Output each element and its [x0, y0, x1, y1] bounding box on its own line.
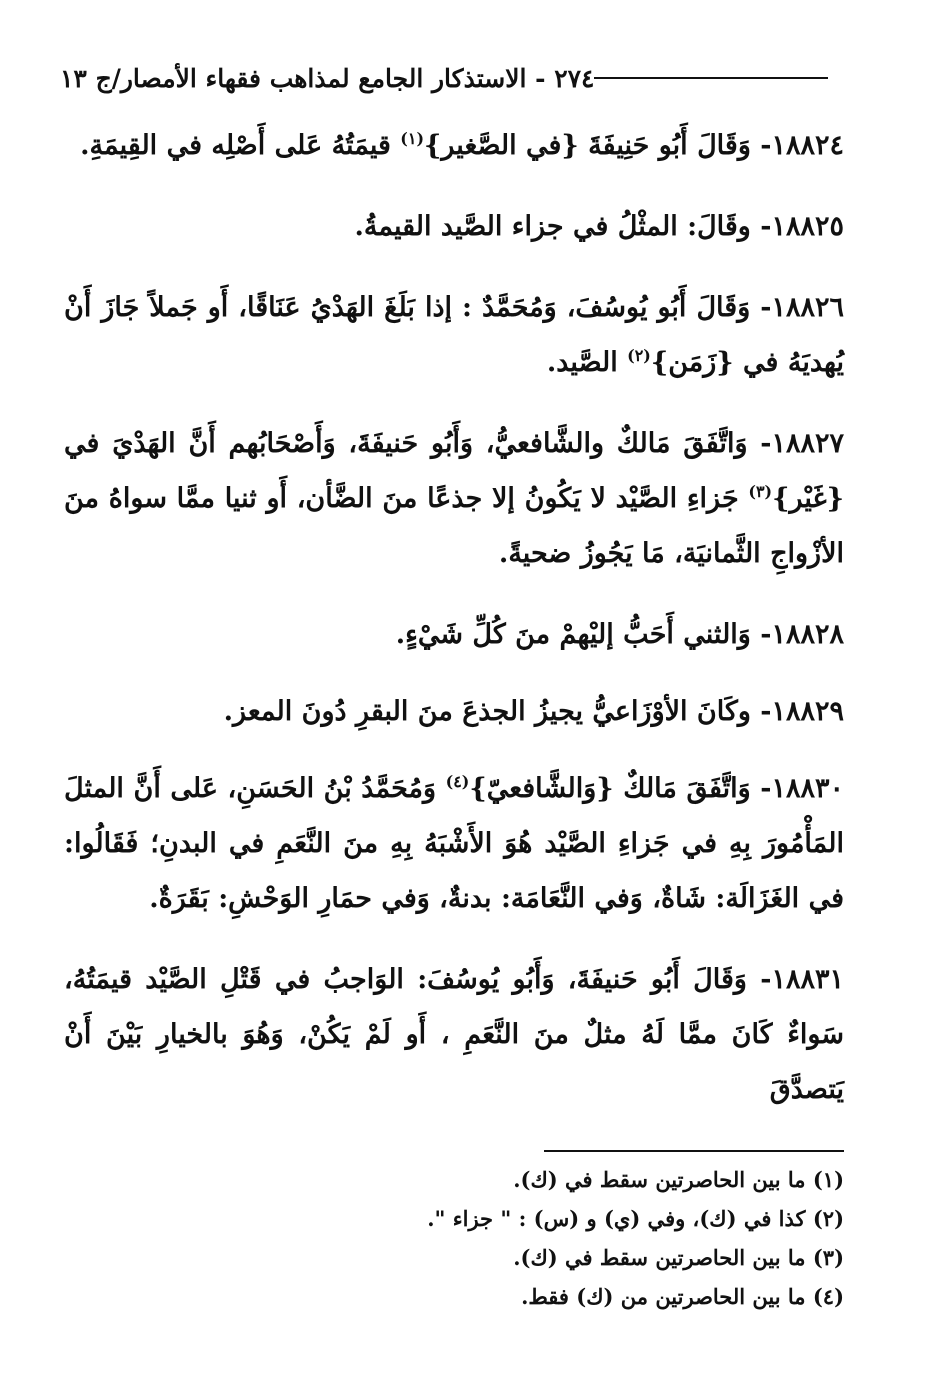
- main-text: [64, 118, 844, 1143]
- paragraph-18831: [64, 952, 844, 1117]
- paragraph-text: وَمُحَمَّدُ بْنُ الحَسَنِ، عَلى أَنَّ المثلَ المَأْمُورَ بِهِ في جَزاءِ الصَّيْد هُوَ الأَشْبَهُ بِهِ منَ النَّعَمِ في البدنِ؛ فَقَالُوا: في الغَزَالَة: شَاةٌ، وَفي النَّعَامَة: بدنةٌ، وَفي حمَارِ الوَحْشِ: بَقَرَةٌ.: [64, 773, 844, 914]
- footnote-marker: (١): [400, 129, 425, 148]
- paragraph-text: وَالثني أَحَبُّ إليْهمْ منَ كُلِّ شَيْءٍ.: [395, 619, 751, 650]
- paragraph-18824: [64, 118, 844, 173]
- paragraph-text: وَقَالَ أَبُو حَنيفَةَ، وَأَبُو يُوسُفَ: الوَاجبُ في قَتْلِ الصَّيْد قيمَتُهُ، سَواءٌ كَانَ ممَّا لَهُ مثلٌ منَ النَّعَمِ ، أَو لَمْ يَكُنْ، وَهُوَ بالخيارِ بَيْنَ أَنْ يَتصدَّقَ: [64, 964, 844, 1105]
- footnote-1: (١) ما بين الحاصرتين سقط في (ك).: [513, 1167, 844, 1192]
- paragraph-number: ١٨٨٣٠-: [760, 773, 845, 804]
- paragraph-number: ١٨٨٢٨-: [760, 619, 844, 650]
- paragraph-number: ١٨٨٣١-: [760, 964, 844, 995]
- paragraph-text: وَاتَّفَقَ مَالكٌ والشَّافعيُّ، وَأَبُو حَنيفَةَ، وَأَصْحَابُهم أَنَّ الهَدْيَ في {غَيْر}: [64, 428, 845, 514]
- paragraph-text: الصَّيد.: [546, 347, 618, 378]
- footnote-rule: [544, 1150, 844, 1152]
- paragraph-number: ١٨٨٢٧-: [760, 428, 844, 459]
- footnotes: [64, 1160, 844, 1316]
- footnote-marker: (٤): [445, 772, 470, 791]
- paragraph-text: وَاتَّفَقَ مَالكٌ {وَالشَّافعيّ}: [469, 773, 751, 804]
- paragraph-text: قيمَتُهُ عَلى أَصْلِه في القِيمَةِ.: [80, 130, 391, 161]
- paragraph-text: وَقَالَ أَبُو حَنِيفَةَ {في الصَّغير}: [424, 130, 751, 161]
- footnote-3: (٣) ما بين الحاصرتين سقط في (ك).: [513, 1245, 844, 1270]
- paragraph-18830: [64, 761, 844, 926]
- paragraph-number: ١٨٨٢٥-: [760, 211, 844, 242]
- paragraph-18825: [64, 199, 844, 254]
- paragraph-number: ١٨٨٢٦-: [760, 292, 844, 323]
- footnote-2: (٢) كذا في (ك)، وفي (ي) و (س) : " جزاء ".: [427, 1206, 844, 1231]
- paragraph-18828: [64, 607, 844, 662]
- paragraph-18826: [64, 280, 844, 390]
- paragraph-18827: [64, 416, 844, 581]
- paragraph-text: وكَانَ الأوْزَاعيُّ يجيزُ الجذعَ منَ البقرِ دُونَ المعز.: [223, 696, 751, 727]
- paragraph-text: جَزاءِ الصَّيْد لا يَكُونُ إلا جذعًا منَ الضَّأن، أَو ثنيا ممَّا سواهُ منَ الأزْواجِ الثَّمانيَة، مَا يَجُوزُ ضحيةً.: [64, 483, 844, 569]
- paragraph-number: ١٨٨٢٩-: [760, 696, 844, 727]
- footnote-4: (٤) ما بين الحاصرتين من (ك) فقط.: [521, 1284, 844, 1309]
- running-header-text: ٢٧٤ - الاستذكار الجامع لمذاهب فقهاء الأمصار/ج ١٣: [60, 63, 595, 93]
- paragraph-text: وقَالَ: المثْلُ في جزاء الصَّيد القيمةُ.: [354, 211, 751, 242]
- footnote-marker: (٣): [748, 482, 773, 501]
- paragraph-number: ١٨٨٢٤-: [760, 130, 844, 161]
- footnote-marker: (٢): [627, 346, 651, 365]
- header-rule: [594, 77, 828, 79]
- paragraph-18829: [64, 684, 844, 739]
- running-header: [60, 58, 840, 98]
- paragraph-text: وَقَالَ أَبُو يُوسُفَ، وَمُحَمَّدٌ : إذا بَلَغَ الهَدْيُ عَنَاقًا، أَو جَملاً جَازَ أَنْ يُهديَهُ في {زَمَن}: [64, 292, 844, 378]
